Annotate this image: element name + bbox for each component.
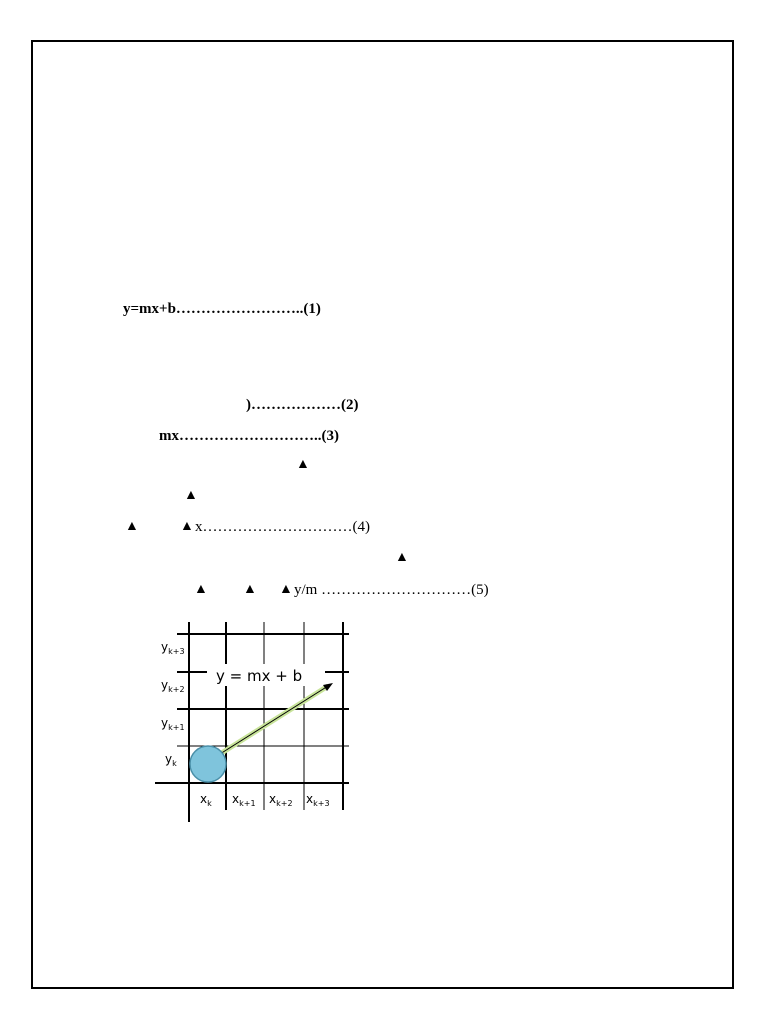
line-equation-label: y = mx + b [216,667,303,685]
grid-diagram [125,620,360,835]
y-axis-labels [161,640,185,768]
x-label: $x_k$ [200,792,212,808]
equation-3: mx………………………..(3) [159,428,339,444]
pixel-circle [190,746,226,782]
page-border [31,40,734,989]
y-label: $y_{k+3}$ [161,640,185,656]
triangle-glyph: ▲ [184,488,198,503]
x-label: $x_{k+2}$ [269,792,293,808]
triangle-glyph: ▲ [279,582,293,597]
y-label: $y_k$ [165,752,177,768]
triangle-glyph: ▲ [296,457,310,472]
equation-2: )………………(2) [246,397,359,413]
line-arrow [220,686,328,754]
equation-4: x…………………………(4) [195,519,370,535]
x-axis-labels [200,792,330,808]
equation-1: y=mx+b……………………..(1) [123,301,321,317]
x-label: $x_{k+3}$ [306,792,330,808]
triangle-glyph: ▲ [180,519,194,534]
triangle-glyph: ▲ [243,582,257,597]
y-label: $y_{k+1}$ [161,716,185,732]
x-label: $x_{k+1}$ [232,792,256,808]
triangle-glyph: ▲ [194,582,208,597]
triangle-glyph: ▲ [395,550,409,565]
y-label: $y_{k+2}$ [161,678,185,694]
triangle-glyph: ▲ [125,519,139,534]
line-grid-figure [125,620,360,835]
equation-5: y/m …………………………(5) [294,582,489,598]
